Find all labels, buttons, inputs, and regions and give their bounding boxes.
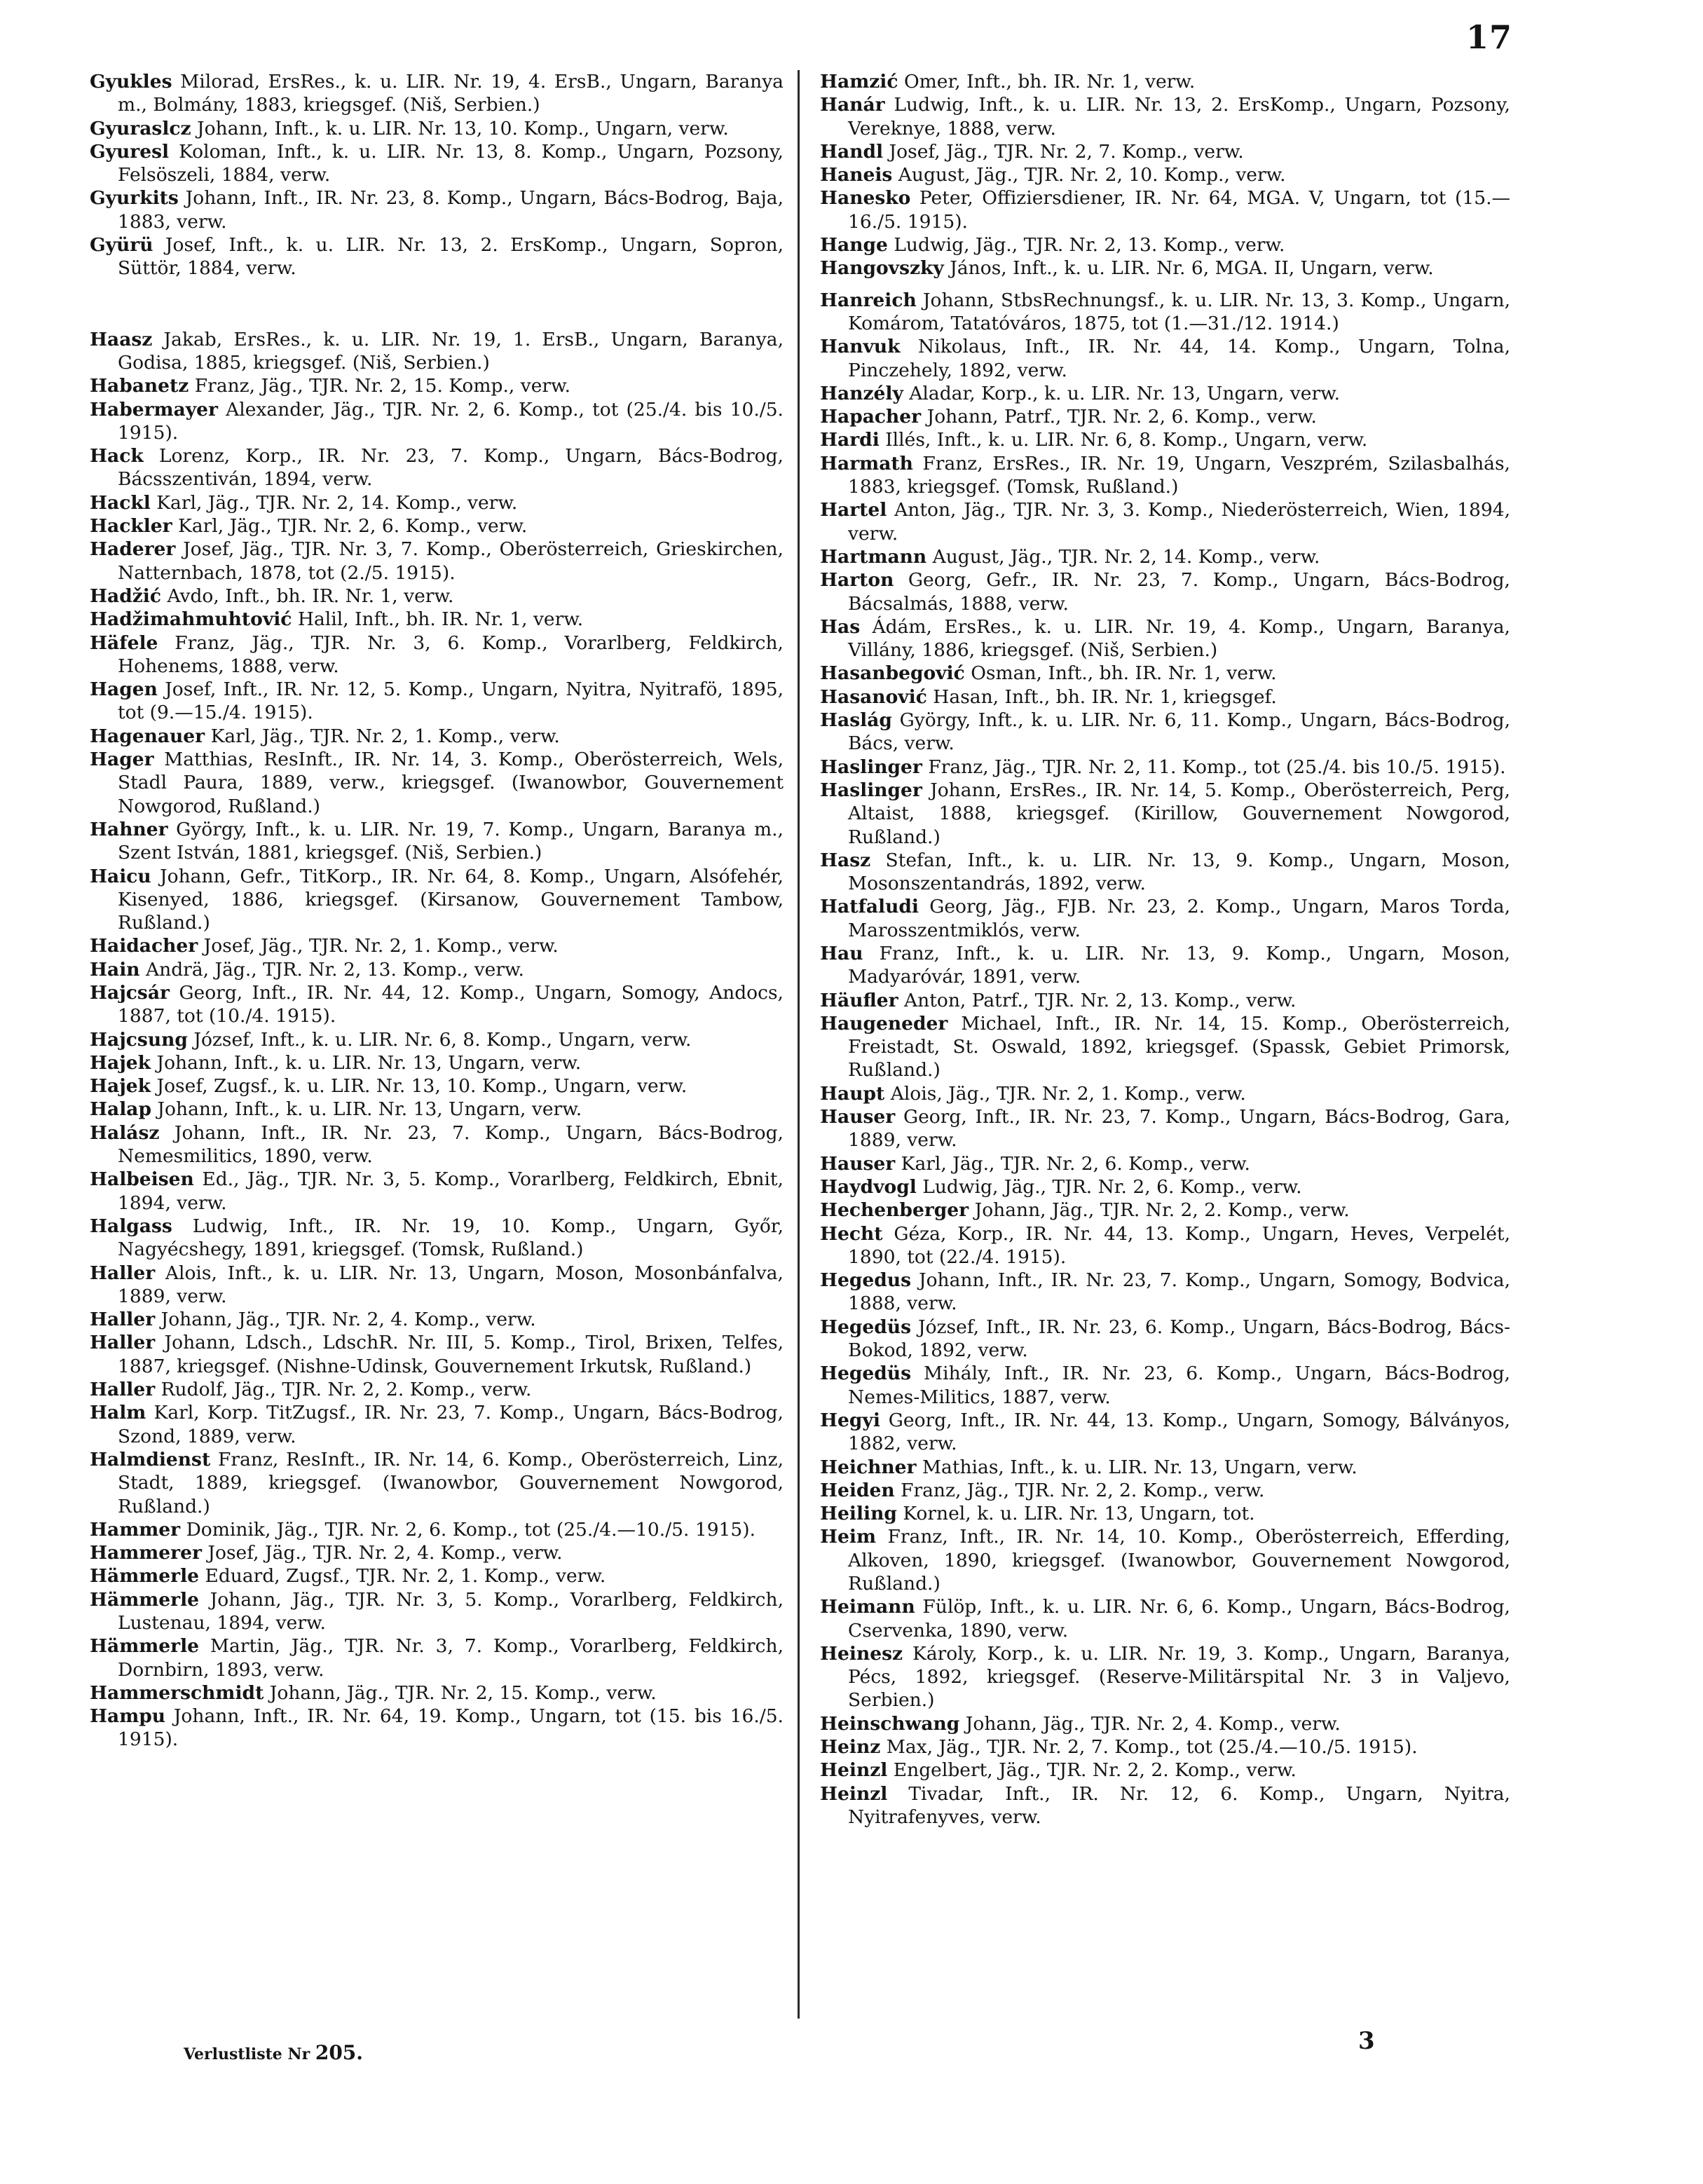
list-entry — [90, 958, 784, 981]
list-entry — [90, 1051, 784, 1074]
entry-surname: Hämmerle — [90, 1588, 200, 1611]
entry-surname: Hapacher — [820, 406, 922, 428]
entry-surname: Hämmerle — [90, 1565, 200, 1588]
list-entry — [90, 1262, 784, 1309]
entry-surname: Hajcsár — [90, 981, 170, 1004]
entry-details: Josef, Inft., IR. Nr. 12, 5. Komp., Ungarn, Nyitra, Nyitrafö, 1895, tot (9.—15./4. 1915). — [118, 678, 784, 724]
list-entry — [820, 1456, 1510, 1479]
list-entry — [90, 70, 784, 117]
list-entry — [90, 608, 784, 631]
entry-surname: Hanvuk — [820, 336, 901, 358]
entry-surname: Hackler — [90, 515, 172, 538]
entry-details: Fülöp, Inft., k. u. LIR. Nr. 6, 6. Komp., Ungarn, Bács-Bodrog, Cservenka, 1890, verw. — [848, 1596, 1510, 1642]
entry-details: Franz, Jäg., TJR. Nr. 3, 6. Komp., Vorarlberg, Feldkirch, Hohenems, 1888, verw. — [118, 632, 784, 677]
entry-surname: Haupt — [820, 1082, 885, 1105]
entry-details: György, Inft., k. u. LIR. Nr. 6, 11. Komp., Ungarn, Bács-Bodrog, Bács, verw. — [848, 709, 1510, 755]
list-entry — [90, 328, 784, 375]
entry-surname: Heinz — [820, 1736, 881, 1759]
entry-surname: Hammer — [90, 1518, 181, 1541]
list-entry — [820, 942, 1510, 989]
entry-surname: Häufler — [820, 989, 898, 1011]
list-entry — [90, 444, 784, 491]
entry-surname: Hajcsung — [90, 1028, 188, 1051]
entry-surname: Heim — [820, 1526, 877, 1548]
entry-details: Johann, Jäg., TJR. Nr. 2, 15. Komp., verw. — [269, 1681, 657, 1704]
entry-surname: Hardi — [820, 429, 880, 451]
list-entry — [90, 1098, 784, 1121]
entry-details: Dominik, Jäg., TJR. Nr. 2, 6. Komp., tot (25./4.—10./5. 1915). — [186, 1518, 756, 1541]
entry-surname: Haslág — [820, 709, 892, 732]
entry-surname: Hampu — [90, 1705, 166, 1728]
entry-details: Franz, Jäg., TJR. Nr. 2, 2. Komp., verw. — [901, 1479, 1265, 1501]
list-entry — [90, 1541, 784, 1564]
list-entry — [90, 233, 784, 280]
list-entry — [820, 1199, 1510, 1222]
entry-details: Johann, Patrf., TJR. Nr. 2, 6. Komp., verw. — [926, 406, 1317, 428]
entry-surname: Haller — [90, 1309, 156, 1331]
entry-surname: Hadžimahmuhtović — [90, 608, 292, 631]
column-divider — [798, 70, 800, 2019]
entry-details: Johann, StbsRechnungsf., k. u. LIR. Nr. 13, 3. Komp., Ungarn, Komárom, Tatatóváros, 1875, tot (1.—31./12. 1914.) — [848, 289, 1510, 334]
list-entry — [90, 1215, 784, 1262]
list-entry — [90, 1308, 784, 1331]
entry-details: Franz, ErsRes., IR. Nr. 19, Ungarn, Veszprém, Szilasbalhás, 1883, kriegsgef. (Tomsk, Rußland.) — [848, 452, 1510, 498]
entry-details: Mathias, Inft., k. u. LIR. Nr. 13, Ungarn, verw. — [922, 1456, 1357, 1478]
entry-details: Karl, Jäg., TJR. Nr. 2, 14. Komp., verw. — [156, 491, 518, 514]
entry-surname: Hasanbegović — [820, 662, 965, 685]
list-entry — [90, 1588, 784, 1635]
list-entry — [820, 1642, 1510, 1712]
entry-details: Johann, Jäg., TJR. Nr. 2, 2. Komp., verw. — [974, 1199, 1350, 1222]
list-entry — [820, 498, 1510, 545]
right-column — [820, 70, 1510, 1829]
list-entry — [820, 1479, 1510, 1502]
list-entry — [820, 257, 1510, 280]
entry-surname: Hegyi — [820, 1409, 880, 1431]
entry-details: Illés, Inft., k. u. LIR. Nr. 6, 8. Komp., Ungarn, verw. — [885, 429, 1368, 451]
entry-surname: Hatfaludi — [820, 896, 919, 918]
entry-surname: Hasz — [820, 849, 871, 871]
entry-details: Lorenz, Korp., IR. Nr. 23, 7. Komp., Ungarn, Bács-Bodrog, Bácsszentiván, 1894, verw. — [118, 445, 784, 491]
entry-surname: Halbeisen — [90, 1168, 194, 1191]
entry-details: Franz, Jäg., TJR. Nr. 2, 15. Komp., verw. — [194, 375, 571, 397]
list-entry — [820, 452, 1510, 499]
entry-surname: Halap — [90, 1098, 151, 1121]
list-entry — [90, 117, 784, 140]
list-entry — [820, 756, 1510, 779]
entry-surname: Heimann — [820, 1596, 915, 1618]
list-entry — [90, 818, 784, 865]
list-entry — [90, 725, 784, 748]
list-entry — [820, 1759, 1510, 1782]
entry-surname: Hau — [820, 942, 863, 964]
entry-surname: Hechenberger — [820, 1199, 969, 1222]
entry-surname: Gyuresl — [90, 140, 170, 163]
sheet-mark: 3 — [1358, 2027, 1375, 2055]
entry-details: Ádám, ErsRes., k. u. LIR. Nr. 19, 4. Komp., Ungarn, Baranya, Villány, 1886, kriegsgef. (Niš, Serbien.) — [848, 615, 1510, 662]
entry-surname: Heinzl — [820, 1782, 888, 1805]
list-entry — [820, 1502, 1510, 1525]
list-entry — [820, 233, 1510, 257]
list-entry — [90, 632, 784, 678]
list-entry — [820, 428, 1510, 451]
entry-surname: Hanreich — [820, 289, 917, 311]
entry-details: Jakab, ErsRes., k. u. LIR. Nr. 19, 1. ErsB., Ungarn, Baranya, Godisa, 1885, kriegsgef. (Niš, Serbien.) — [118, 328, 784, 374]
list-entry — [820, 1525, 1510, 1595]
entry-surname: Hajek — [90, 1075, 151, 1098]
entry-details: Karl, Jäg., TJR. Nr. 2, 6. Komp., verw. — [901, 1152, 1250, 1175]
entry-surname: Haugeneder — [820, 1012, 948, 1035]
list-entry — [90, 1634, 784, 1681]
entry-surname: Harton — [820, 569, 894, 592]
list-entry — [90, 1331, 784, 1378]
entry-surname: Heiling — [820, 1503, 897, 1525]
entry-surname: Has — [820, 615, 861, 638]
list-entry — [820, 93, 1510, 140]
list-entry — [820, 568, 1510, 615]
entry-surname: Haslinger — [820, 779, 922, 801]
list-entry — [90, 514, 784, 538]
entry-surname: Hegedüs — [820, 1363, 912, 1385]
entry-details: József, Inft., k. u. LIR. Nr. 6, 8. Komp., Ungarn, verw. — [193, 1028, 692, 1051]
entry-surname: Hain — [90, 958, 140, 981]
entry-details: Géza, Korp., IR. Nr. 44, 13. Komp., Ungarn, Heves, Verpelét, 1890, tot (22./4. 1915). — [848, 1222, 1510, 1268]
entry-details: János, Inft., k. u. LIR. Nr. 6, MGA. II, Ungarn, verw. — [950, 257, 1434, 280]
list-entry — [820, 1082, 1510, 1105]
entry-details: Johann, Gefr., TitKorp., IR. Nr. 64, 8. Komp., Ungarn, Alsófehér, Kisenyed, 1886, kriegsgef. (Kirsanow, Gouvernement Tambow, Rußland.) — [118, 865, 784, 934]
entry-details: Josef, Jäg., TJR. Nr. 2, 4. Komp., verw. — [207, 1542, 563, 1564]
entry-surname: Hagenauer — [90, 725, 205, 747]
entry-details: Georg, Gefr., IR. Nr. 23, 7. Komp., Ungarn, Bács-Bodrog, Bácsalmás, 1888, verw. — [848, 569, 1510, 615]
entry-details: Peter, Offiziersdiener, IR. Nr. 64, MGA. V, Ungarn, tot (15.—16./5. 1915). — [848, 187, 1510, 233]
list-entry — [90, 1401, 784, 1448]
list-entry — [90, 374, 784, 397]
entry-surname: Gyukles — [90, 71, 172, 93]
entry-surname: Gyuraslcz — [90, 117, 191, 139]
entry-surname: Hämmerle — [90, 1635, 200, 1658]
list-entry — [820, 1012, 1510, 1082]
entry-details: Georg, Inft., IR. Nr. 44, 12. Komp., Ungarn, Somogy, Andocs, 1887, tot (10./4. 1915). — [118, 981, 784, 1028]
list-entry — [820, 405, 1510, 428]
entry-surname: Hajek — [90, 1051, 151, 1074]
entry-details: Johann, Inft., IR. Nr. 23, 7. Komp., Ungarn, Somogy, Bodvica, 1888, verw. — [848, 1269, 1510, 1315]
list-entry — [820, 779, 1510, 849]
list-entry — [820, 895, 1510, 942]
list-entry — [820, 685, 1510, 709]
entry-surname: Halász — [90, 1121, 160, 1144]
entry-details: Ludwig, Inft., IR. Nr. 19, 10. Komp., Ungarn, Győr, Nagyécshegy, 1891, kriegsgef. (Tomsk, Rußland.) — [118, 1215, 784, 1261]
entry-details: Koloman, Inft., k. u. LIR. Nr. 13, 8. Komp., Ungarn, Pozsony, Felsöszeli, 1884, verw. — [118, 140, 784, 186]
entry-surname: Hartel — [820, 499, 887, 521]
entry-details: Mihály, Inft., IR. Nr. 23, 6. Komp., Ungarn, Bács-Bodrog, Nemes-Militics, 1887, verw. — [848, 1363, 1510, 1408]
entry-surname: Hauser — [820, 1152, 896, 1175]
list-entry — [820, 1735, 1510, 1759]
entry-details: Franz, ResInft., IR. Nr. 14, 6. Komp., Oberösterreich, Linz, Stadt, 1889, kriegsgef. (Iwanowbor, Gouvernement Nowgorod, Rußland.) — [118, 1448, 784, 1517]
list-entry — [90, 1564, 784, 1588]
entry-details: Johann, Jäg., TJR. Nr. 2, 4. Komp., verw. — [965, 1712, 1341, 1735]
entry-details: Johann, Jäg., TJR. Nr. 3, 5. Komp., Vorarlberg, Feldkirch, Lustenau, 1894, verw. — [118, 1588, 784, 1634]
entry-details: Andrä, Jäg., TJR. Nr. 2, 13. Komp., verw. — [145, 958, 524, 981]
entry-details: Halil, Inft., bh. IR. Nr. 1, verw. — [297, 608, 584, 631]
entry-details: Engelbert, Jäg., TJR. Nr. 2, 2. Komp., verw. — [893, 1759, 1297, 1782]
list-entry — [820, 615, 1510, 662]
entry-surname: Haller — [90, 1262, 156, 1284]
list-entry — [90, 186, 784, 233]
entry-surname: Hanár — [820, 94, 885, 116]
entry-surname: Hammerschmidt — [90, 1681, 264, 1704]
list-entry — [820, 989, 1510, 1012]
entry-surname: Hack — [90, 445, 144, 467]
list-entry — [90, 1168, 784, 1215]
entry-details: György, Inft., k. u. LIR. Nr. 19, 7. Komp., Ungarn, Baranya m., Szent István, 1881, kriegsgef. (Niš, Serbien.) — [118, 818, 784, 864]
entry-details: Johann, Inft., k. u. LIR. Nr. 13, Ungarn, verw. — [156, 1051, 582, 1074]
entry-details: Kornel, k. u. LIR. Nr. 13, Ungarn, tot. — [903, 1503, 1255, 1525]
entry-surname: Handl — [820, 140, 884, 163]
entry-surname: Heinschwang — [820, 1712, 960, 1735]
list-entry — [820, 1595, 1510, 1642]
entry-surname: Hanzély — [820, 382, 903, 404]
entry-surname: Haller — [90, 1332, 156, 1354]
entry-details: August, Jäg., TJR. Nr. 2, 14. Komp., verw. — [932, 545, 1320, 568]
entry-details: Josef, Jäg., TJR. Nr. 3, 7. Komp., Oberösterreich, Grieskirchen, Natternbach, 1878, tot (2./5. 1915). — [118, 538, 784, 584]
list-entry — [820, 186, 1510, 233]
list-entry — [90, 1028, 784, 1051]
list-entry — [820, 1409, 1510, 1456]
entry-details: Eduard, Zugsf., TJR. Nr. 2, 1. Komp., verw. — [205, 1565, 606, 1588]
list-entry — [820, 1712, 1510, 1735]
entry-details: József, Inft., IR. Nr. 23, 6. Komp., Ungarn, Bács-Bodrog, Bács-Bokod, 1892, verw. — [848, 1316, 1510, 1362]
list-entry — [90, 748, 784, 818]
entry-details: Johann, Inft., IR. Nr. 23, 7. Komp., Ungarn, Bács-Bodrog, Nemesmilitics, 1890, verw. — [118, 1121, 784, 1168]
list-entry — [820, 662, 1510, 685]
list-entry — [820, 849, 1510, 896]
entry-surname: Hasanović — [820, 685, 927, 708]
entry-details: Michael, Inft., IR. Nr. 14, 15. Komp., Oberösterreich, Freistadt, St. Oswald, 1892, kriegsgef. (Spassk, Gebiet Primorsk, Rußland.) — [848, 1012, 1510, 1081]
entry-surname: Haller — [90, 1379, 156, 1401]
entry-surname: Hager — [90, 749, 154, 771]
list-entry — [820, 140, 1510, 163]
entry-details: Ludwig, Inft., k. u. LIR. Nr. 13, 2. ErsKomp., Ungarn, Pozsony, Vereknye, 1888, verw. — [848, 94, 1510, 139]
entry-details: Osman, Inft., bh. IR. Nr. 1, verw. — [971, 662, 1277, 685]
entry-details: Max, Jäg., TJR. Nr. 2, 7. Komp., tot (25./4.—10./5. 1915). — [886, 1736, 1418, 1759]
entry-details: Johann, Inft., IR. Nr. 23, 8. Komp., Ungarn, Bács-Bodrog, Baja, 1883, verw. — [118, 187, 784, 233]
entry-surname: Harmath — [820, 452, 913, 475]
entry-details: Alexander, Jäg., TJR. Nr. 2, 6. Komp., tot (25./4. bis 10./5. 1915). — [118, 398, 784, 444]
entry-details: Georg, Inft., IR. Nr. 44, 13. Komp., Ungarn, Somogy, Bálványos, 1882, verw. — [848, 1409, 1510, 1455]
entry-surname: Hegedüs — [820, 1316, 912, 1338]
entry-details: Johann, Ldsch., LdschR. Nr. III, 5. Komp., Tirol, Brixen, Telfes, 1887, kriegsgef. (Nishne-Udinsk, Gouvernement Irkutsk, Rußland.) — [118, 1332, 784, 1377]
list-entry — [820, 1152, 1510, 1175]
entry-surname: Halm — [90, 1402, 146, 1424]
entry-details: Johann, Jäg., TJR. Nr. 2, 4. Komp., verw. — [160, 1309, 536, 1331]
list-entry — [820, 1222, 1510, 1269]
list-entry — [90, 981, 784, 1028]
left-column — [90, 70, 784, 1752]
list-entry — [90, 538, 784, 585]
entry-surname: Haicu — [90, 865, 151, 887]
entry-details: Matthias, ResInft., IR. Nr. 14, 3. Komp., Oberösterreich, Wels, Stadl Paura, 1889, verw., kriegsgef. (Iwanowbor, Gouvernement Nowgorod, Rußland.) — [118, 749, 784, 817]
entry-surname: Hammerer — [90, 1542, 202, 1564]
entry-details: Georg, Inft., IR. Nr. 23, 7. Komp., Ungarn, Bács-Bodrog, Gara, 1889, verw. — [848, 1106, 1510, 1152]
entry-surname: Hartmann — [820, 545, 927, 568]
entry-details: Franz, Inft., k. u. LIR. Nr. 13, 9. Komp., Ungarn, Moson, Madyaróvár, 1891, verw. — [848, 942, 1510, 988]
entry-details: August, Jäg., TJR. Nr. 2, 10. Komp., verw. — [898, 164, 1286, 186]
entry-surname: Häfele — [90, 632, 158, 654]
entry-surname: Habanetz — [90, 375, 189, 397]
entry-details: Anton, Patrf., TJR. Nr. 2, 13. Komp., verw. — [904, 989, 1297, 1011]
entry-surname: Hahner — [90, 818, 168, 840]
entry-details: Ed., Jäg., TJR. Nr. 3, 5. Komp., Vorarlberg, Feldkirch, Ebnit, 1894, verw. — [118, 1168, 784, 1214]
entry-details: Karl, Korp. TitZugsf., IR. Nr. 23, 7. Komp., Ungarn, Bács-Bodrog, Szond, 1889, verw. — [118, 1402, 784, 1447]
entry-details: Josef, Inft., k. u. LIR. Nr. 13, 2. ErsKomp., Ungarn, Sopron, Süttör, 1884, verw. — [118, 234, 784, 280]
entry-surname: Hamzić — [820, 71, 898, 93]
list-entry — [820, 709, 1510, 756]
entry-surname: Hecht — [820, 1222, 883, 1245]
entry-surname: Heiden — [820, 1479, 895, 1501]
entry-surname: Hauser — [820, 1106, 896, 1128]
entry-details: Franz, Jäg., TJR. Nr. 2, 11. Komp., tot (25./4. bis 10./5. 1915). — [928, 756, 1506, 778]
entry-details: Johann, Inft., k. u. LIR. Nr. 13, Ungarn, verw. — [157, 1098, 582, 1121]
list-entry — [820, 70, 1510, 93]
footer — [184, 2041, 363, 2064]
entry-surname: Haneis — [820, 164, 893, 186]
entry-gap — [820, 280, 1510, 289]
list-entry — [820, 1105, 1510, 1152]
entry-surname: Haydvogl — [820, 1175, 917, 1198]
list-entry — [820, 1175, 1510, 1199]
list-entry — [90, 1681, 784, 1705]
list-entry — [90, 678, 784, 725]
entry-details: Franz, Inft., IR. Nr. 14, 10. Komp., Oberösterreich, Efferding, Alkoven, 1890, kriegsgef. (Iwanowbor, Gouvernement Nowgorod, Rußland.) — [848, 1526, 1510, 1595]
entry-surname: Hadžić — [90, 585, 161, 607]
list-entry — [90, 934, 784, 957]
entry-surname: Hagen — [90, 678, 158, 701]
list-entry — [90, 585, 784, 608]
entry-details: Anton, Jäg., TJR. Nr. 3, 3. Komp., Niederösterreich, Wien, 1894, verw. — [848, 499, 1510, 545]
entry-details: Karl, Jäg., TJR. Nr. 2, 6. Komp., verw. — [178, 515, 528, 538]
list-entry — [90, 140, 784, 187]
entry-surname: Haidacher — [90, 935, 198, 957]
entry-details: Stefan, Inft., k. u. LIR. Nr. 13, 9. Komp., Ungarn, Moson, Mosonszentandrás, 1892, verw. — [848, 849, 1510, 895]
entry-details: Alois, Inft., k. u. LIR. Nr. 13, Ungarn, Moson, Mosonbánfalva, 1889, verw. — [118, 1262, 784, 1307]
list-entry — [820, 289, 1510, 336]
entry-details: Nikolaus, Inft., IR. Nr. 44, 14. Komp., Ungarn, Tolna, Pinczehely, 1892, verw. — [848, 336, 1510, 381]
entry-surname: Heichner — [820, 1456, 917, 1478]
entry-surname: Hange — [820, 234, 888, 257]
list-entry — [90, 865, 784, 935]
footer-label: Verlustliste Nr — [184, 2045, 310, 2063]
entry-surname: Gyurkits — [90, 187, 179, 210]
list-entry — [820, 545, 1510, 568]
list-entry — [820, 1782, 1510, 1829]
entry-surname: Heinzl — [820, 1759, 888, 1782]
entry-details: Milorad, ErsRes., k. u. LIR. Nr. 19, 4. ErsB., Ungarn, Baranya m., Bolmány, 1883, kriegsgef. (Niš, Serbien.) — [118, 71, 784, 116]
entry-details: Josef, Zugsf., k. u. LIR. Nr. 13, 10. Komp., Ungarn, verw. — [156, 1075, 688, 1098]
list-entry — [820, 163, 1510, 186]
list-entry — [820, 1362, 1510, 1409]
list-entry — [90, 491, 784, 514]
entry-details: Georg, Jäg., FJB. Nr. 23, 2. Komp., Ungarn, Maros Torda, Marosszentmiklós, verw. — [848, 896, 1510, 941]
section-gap — [90, 280, 784, 328]
list-entry — [90, 1378, 784, 1401]
entry-details: Ludwig, Jäg., TJR. Nr. 2, 6. Komp., verw. — [922, 1175, 1302, 1198]
entry-surname: Haasz — [90, 328, 153, 350]
entry-surname: Haderer — [90, 538, 176, 561]
entry-details: Hasan, Inft., bh. IR. Nr. 1, kriegsgef. — [933, 685, 1277, 708]
entry-details: Tivadar, Inft., IR. Nr. 12, 6. Komp., Ungarn, Nyitra, Nyitrafenyves, verw. — [848, 1782, 1510, 1828]
list-entry — [90, 1121, 784, 1168]
footer-number: 205. — [315, 2041, 364, 2064]
list-entry — [820, 335, 1510, 382]
entry-surname: Haslinger — [820, 756, 922, 778]
entry-surname: Hanesko — [820, 187, 911, 210]
list-entry — [90, 1074, 784, 1098]
entry-surname: Hackl — [90, 491, 151, 514]
entry-details: Johann, Inft., IR. Nr. 64, 19. Komp., Ungarn, tot (15. bis 16./5. 1915). — [118, 1705, 784, 1751]
entry-details: Aladar, Korp., k. u. LIR. Nr. 13, Ungarn, verw. — [909, 382, 1341, 404]
list-entry — [820, 382, 1510, 405]
entry-details: Alois, Jäg., TJR. Nr. 2, 1. Komp., verw. — [890, 1082, 1246, 1105]
entry-details: Karl, Jäg., TJR. Nr. 2, 1. Komp., verw. — [210, 725, 560, 747]
entry-details: Avdo, Inft., bh. IR. Nr. 1, verw. — [167, 585, 454, 607]
entry-details: Josef, Jäg., TJR. Nr. 2, 1. Komp., verw. — [203, 935, 559, 957]
entry-details: Rudolf, Jäg., TJR. Nr. 2, 2. Komp., verw. — [160, 1379, 532, 1401]
entry-details: Martin, Jäg., TJR. Nr. 3, 7. Komp., Vorarlberg, Feldkirch, Dornbirn, 1893, verw. — [118, 1635, 784, 1681]
entry-surname: Gyürü — [90, 234, 153, 257]
entry-details: Omer, Inft., bh. IR. Nr. 1, verw. — [903, 71, 1196, 93]
entry-details: Johann, ErsRes., IR. Nr. 14, 5. Komp., Oberösterreich, Perg, Altaist, 1888, kriegsgef. (Kirillow, Gouvernement Nowgorod, Rußland.) — [848, 779, 1510, 848]
list-entry — [90, 1448, 784, 1518]
entry-details: Josef, Jäg., TJR. Nr. 2, 7. Komp., verw. — [889, 140, 1244, 163]
page-number: 17 — [1466, 18, 1513, 56]
entry-surname: Heinesz — [820, 1642, 903, 1665]
list-entry — [90, 1705, 784, 1752]
list-entry — [820, 1269, 1510, 1316]
entry-surname: Hegedus — [820, 1269, 912, 1292]
entry-surname: Habermayer — [90, 398, 218, 421]
entry-details: Károly, Korp., k. u. LIR. Nr. 19, 3. Komp., Ungarn, Baranya, Pécs, 1892, kriegsgef. (Reserve-Militärspital Nr. 3 in Valjevo, Serbien.) — [848, 1642, 1510, 1712]
list-entry — [820, 1316, 1510, 1363]
list-entry — [90, 398, 784, 445]
entry-details: Johann, Inft., k. u. LIR. Nr. 13, 10. Komp., Ungarn, verw. — [197, 117, 729, 139]
entry-surname: Halmdienst — [90, 1448, 211, 1470]
entry-surname: Halgass — [90, 1215, 172, 1237]
entry-details: Ludwig, Jäg., TJR. Nr. 2, 13. Komp., verw. — [894, 234, 1285, 257]
entry-surname: Hangovszky — [820, 257, 944, 280]
list-entry — [90, 1518, 784, 1541]
